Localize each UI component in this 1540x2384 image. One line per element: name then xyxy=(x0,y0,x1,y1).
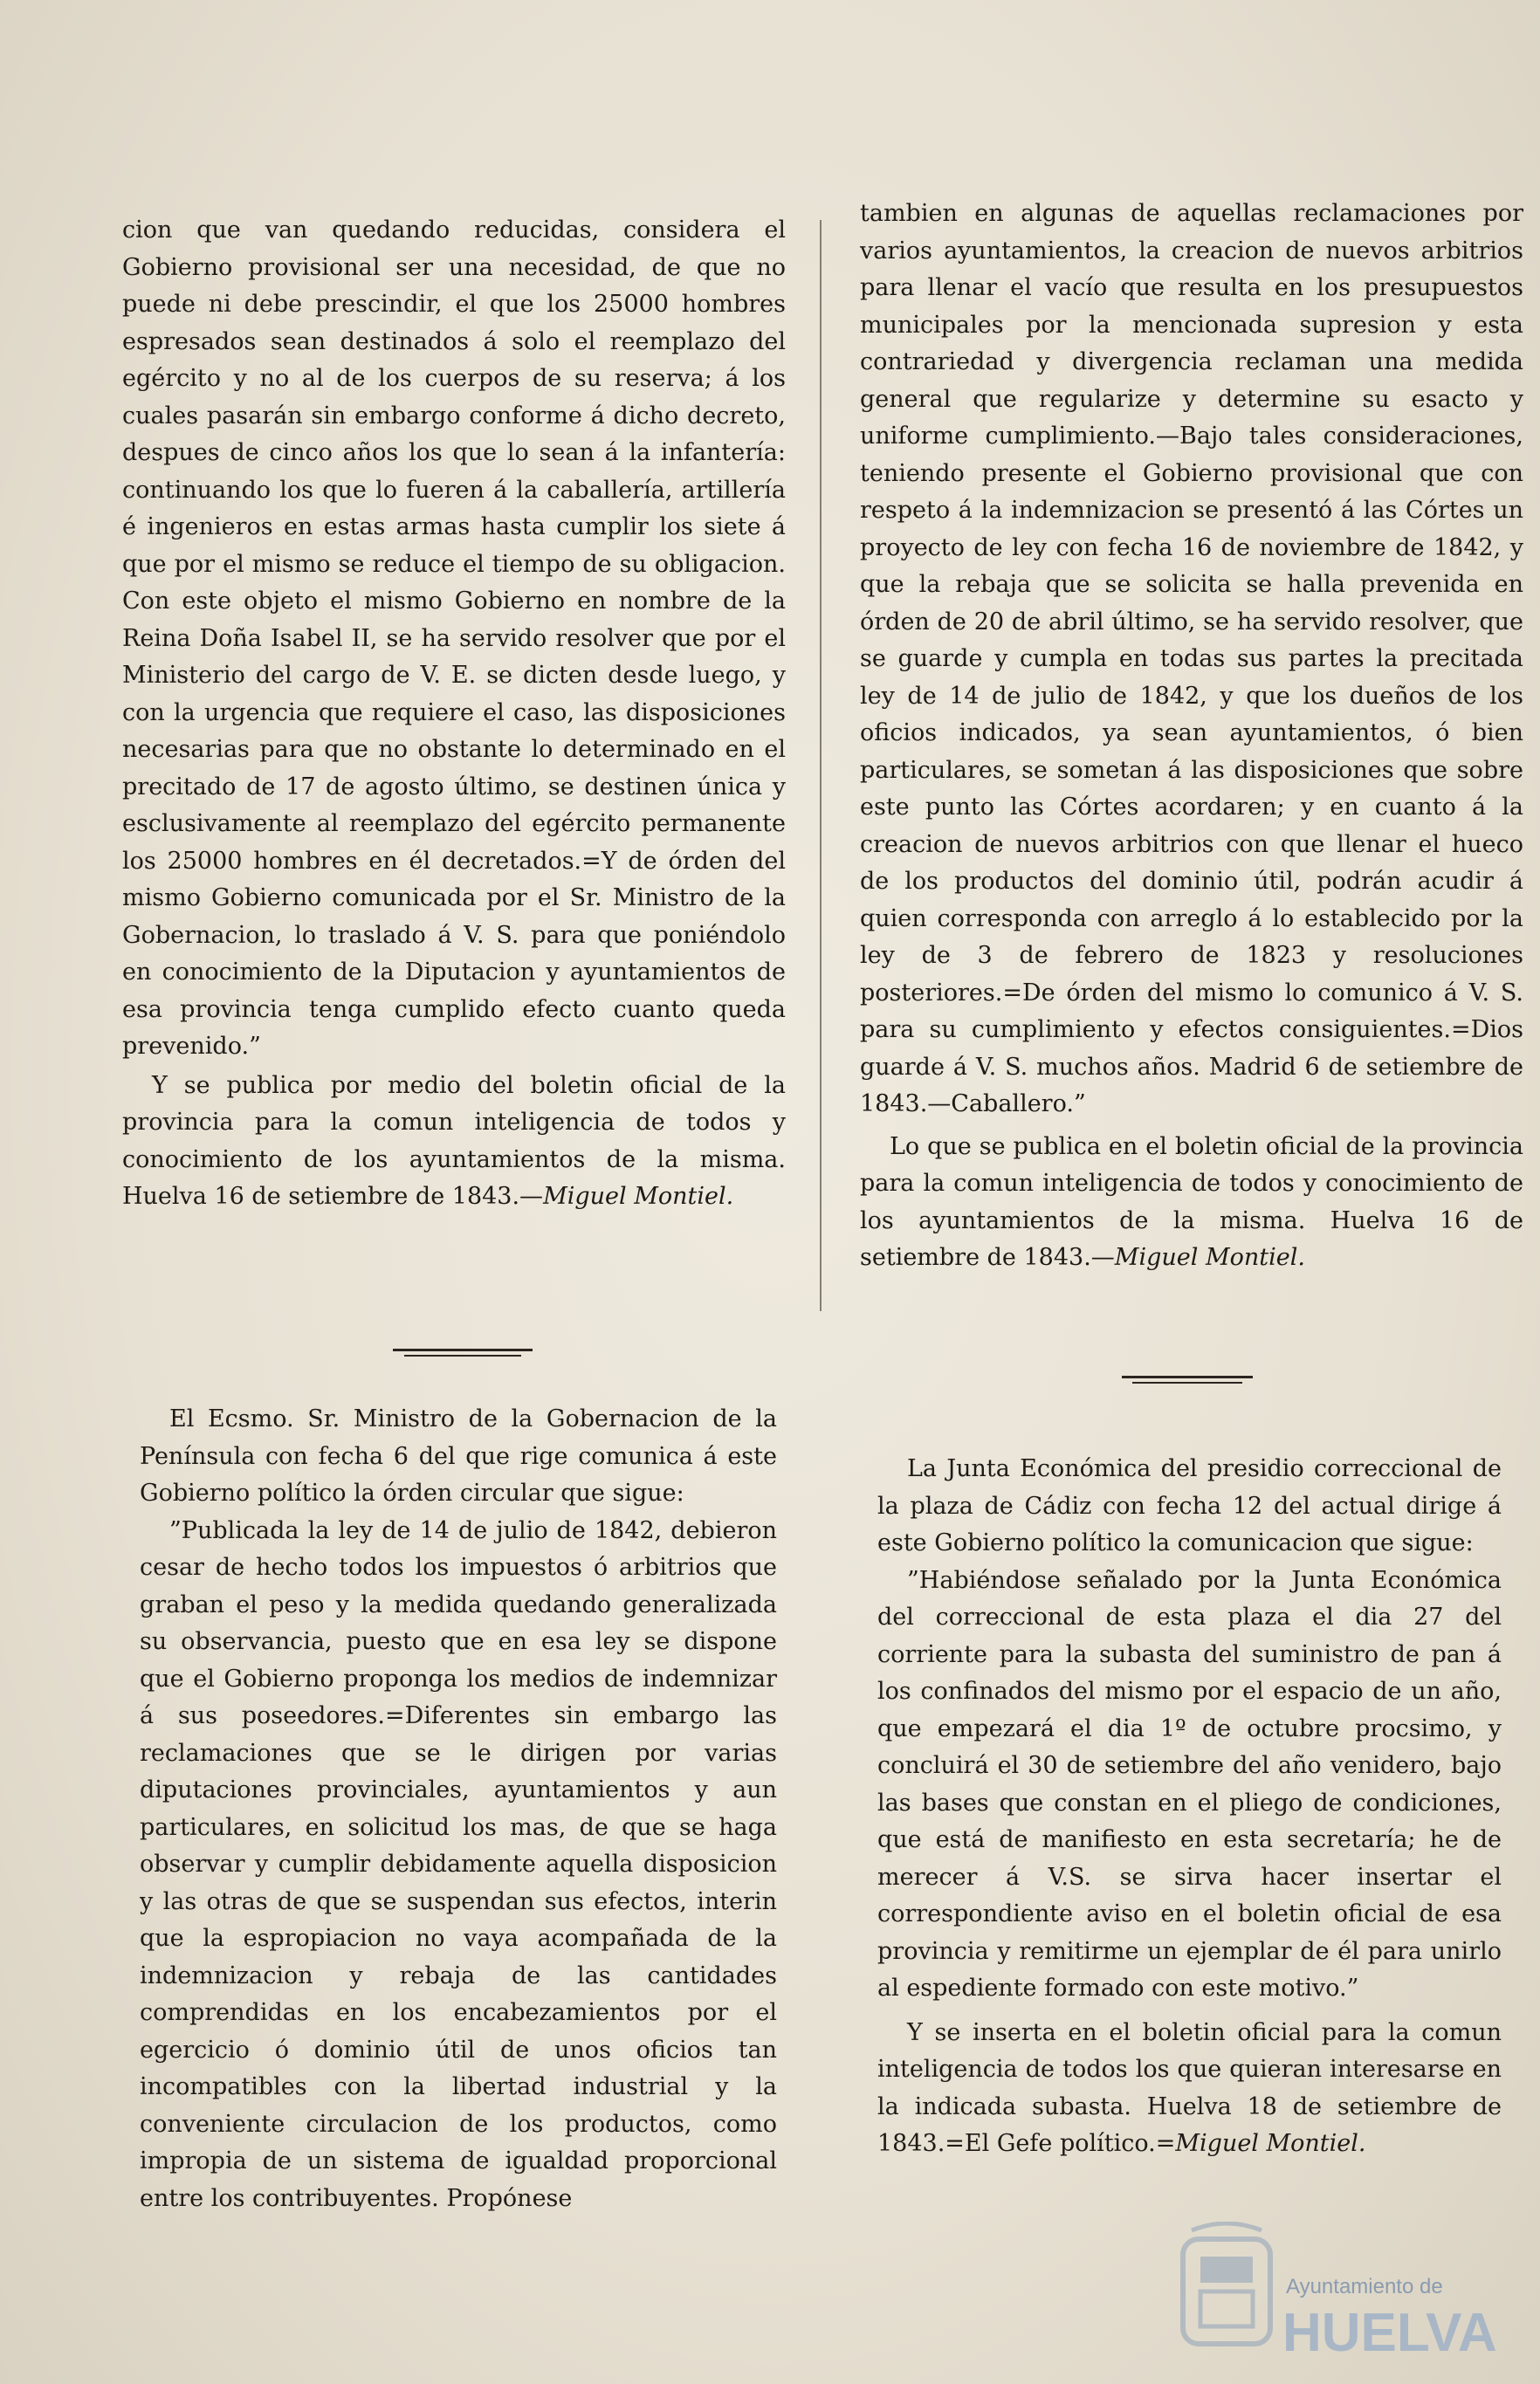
right-signature-2: Miguel Montiel. xyxy=(1175,2130,1366,2157)
left-signature-1: Miguel Montiel. xyxy=(543,1183,734,1210)
right-paragraph-2-text: Lo que se publica en el boletin oficial de la provincia para la comun inteligencia de todos y conocimiento de los ayuntamientos de la misma. Huelva 16 de setiembre de 1843.— xyxy=(860,1132,1523,1271)
logo-big-text: HUELVA xyxy=(1282,2303,1497,2363)
right-paragraph-1: tambien en algunas de aquellas reclamaciones por varios ayuntamientos, la creacion de nuevos arbitrios para llenar el vacío que resulta en los presupuestos municipales por la mencionada supresion y esta contrariedad y divergencia reclaman una medida general que regularize y determine su esacto y uniforme cumplimiento.—Bajo tales consideraciones, teniendo presente el Gobierno provisional que con respeto á la indemnizacion se presentó á las Córtes un proyecto de ley con fecha 16 de noviembre de 1842, y que la rebaja que se solicita se halla prevenida en órden de 20 de abril último, se ha servido resolver, que se guarde y cumpla en todas sus partes la precitada ley de 14 de julio de 1842, y que los dueños de los oficios indicados, ya sean ayuntamientos, ó bien particulares, se sometan á las disposiciones que sobre este punto las Córtes acordaren; y en cuanto á la creacion de nuevos arbitrios con que llenar el hueco de los productos del dominio útil, podrán acudir á quien corresponda con arreglo á lo establecido por la ley de 3 de febrero de 1823 y resoluciones posteriores.=De órden del mismo lo comunico á V. S. para su cumplimiento y efectos consiguientes.=Dios guarde á V. S. muchos años. Madrid 6 de setiembre de 1843.—Caballero.” xyxy=(860,200,1523,1117)
logo-small-text: Ayuntamiento de xyxy=(1286,2275,1443,2298)
left-paragraph-3: El Ecsmo. Sr. Ministro de la Gobernacion de la Península con fecha 6 del que rige comunica á este Gobierno político la órden circular que sigue: xyxy=(140,1405,777,1507)
left-column-top xyxy=(122,212,786,1216)
right-paragraph-2 xyxy=(860,1129,1523,1277)
right-paragraph-3: La Junta Económica del presidio correccional de la plaza de Cádiz con fecha 12 del actual dirige á este Gobierno político la comunicacion que sigue: xyxy=(877,1455,1502,1556)
right-column-bottom xyxy=(877,1451,1502,2163)
right-column-top xyxy=(860,196,1523,1277)
huelva-logo xyxy=(1174,2222,1523,2370)
section-divider-right xyxy=(1122,1376,1253,1378)
right-paragraph-5 xyxy=(877,2015,1502,2163)
right-signature-1: Miguel Montiel. xyxy=(1114,1244,1305,1271)
left-paragraph-4: ”Publicada la ley de 14 de julio de 1842, debieron cesar de hecho todos los impuestos ó arbitrios que graban el peso y la medida quedando generalizada su observancia, puesto que en esa ley se dispone que el Gobierno proponga los medios de indemnizar á sus poseedores.=Diferentes sin embargo las reclamaciones que se le dirigen por varias diputaciones provinciales, ayuntamientos y aun particulares, en solicitud los mas, de que se haga observar y cumplir debidamente aquella disposicion y las otras de que se suspendan sus efectos, interin que la espropiacion no vaya acompañada de la indemnizacion y rebaja de las cantidades comprendidas en los encabezamientos por el egercicio ó dominio útil de unos oficios tan incompatibles con la libertad industrial y la conveniente circulacion de los productos, como impropia de un sistema de igualdad proporcional entre los contribuyentes. Propónese xyxy=(140,1516,777,2212)
left-paragraph-2 xyxy=(122,1068,786,1216)
left-column-bottom xyxy=(140,1401,777,2217)
section-divider-left xyxy=(393,1349,533,1351)
right-paragraph-5-tail: =El Gefe político.= xyxy=(945,2130,1176,2157)
left-paragraph-1: cion que van quedando reducidas, considera el Gobierno provisional ser una necesidad, de que no puede ni debe prescindir, el que los 25000 hombres espresados sean destinados á solo el reemplazo del egército y no al de los cuerpos de su reserva; á los cuales pasarán sin embargo conforme á dicho decreto, despues de cinco años los que lo sean á la infantería: continuando los que lo fueren á la caballería, artillería é ingenieros en estas armas hasta cumplir los siete á que por el mismo se reduce el tiempo de su obligacion. Con este objeto el mismo Gobierno en nombre de la Reina Doña Isabel II, se ha servido resolver que por el Ministerio del cargo de V. E. se dicten desde luego, y con la urgencia que requiere el caso, las disposiciones necesarias para que no obstante lo determinado en el precitado de 17 de agosto último, se destinen única y esclusivamente al reemplazo del egército permanente los 25000 hombres en él decretados.=Y de órden del mismo Gobierno comunicada por el Sr. Ministro de la Gobernacion, lo traslado á V. S. para que poniéndolo en conocimiento de la Diputacion y ayuntamientos de esa provincia tenga cumplido efecto cuanto queda prevenido.” xyxy=(122,216,786,1060)
right-paragraph-4: ”Habiéndose señalado por la Junta Económica del correccional de esta plaza el dia 27 del corriente para la subasta del suministro de pan á los confinados del mismo por el espacio de un año, que empezará el dia 1º de octubre procsimo, y concluirá el 30 de setiembre del año venidero, bajo las bases que constan en el pliego de condiciones, que está de manifiesto en esta secretaría; he de merecer á V.S. se sirva hacer insertar el correspondiente aviso en el boletin oficial de esa provincia y remitirme un ejemplar de él para unirlo al espediente formado con este motivo.” xyxy=(877,1566,1502,2002)
column-divider xyxy=(820,220,822,1311)
left-paragraph-2-text: Y se publica por medio del boletin oficial de la provincia para la comun inteligencia de todos y conocimiento de los ayuntamientos de la misma. Huelva 16 de setiembre de 1843.— xyxy=(122,1071,786,1210)
city-crest-icon xyxy=(1183,2223,1270,2344)
right-paragraph-5-text: Y se inserta en el boletin oficial para la comun inteligencia de todos los que quieran interesarse en la indicada subasta. Huelva 18 de setiembre de 1843. xyxy=(877,2018,1502,2157)
